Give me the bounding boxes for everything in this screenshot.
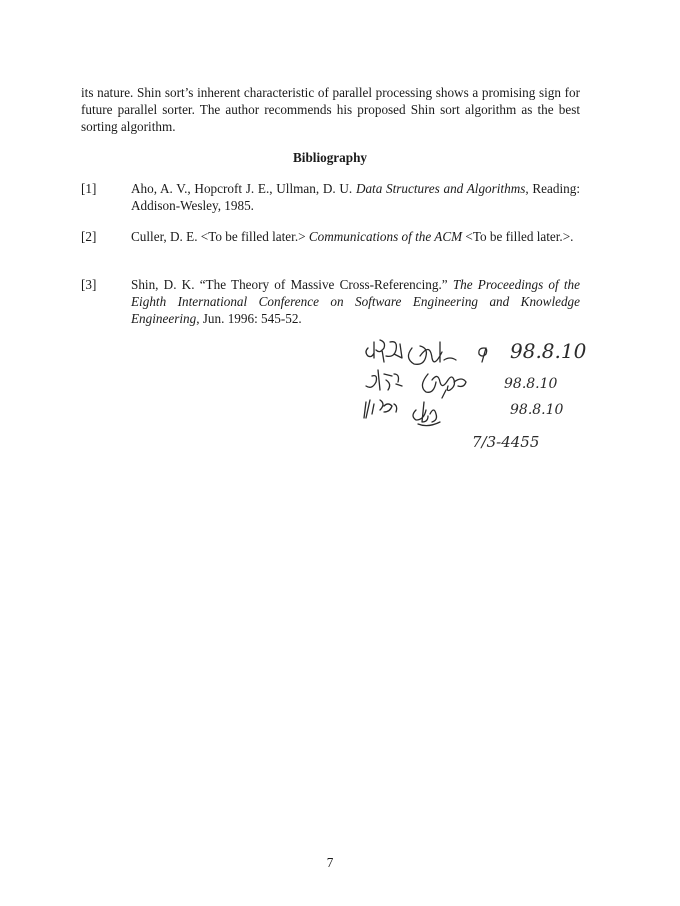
- signature-date-3: 98.8.10: [510, 402, 564, 418]
- reference-details: <To be filled later.>.: [462, 229, 574, 244]
- handwritten-signatures: [360, 330, 600, 460]
- signature-row-4: [472, 433, 539, 451]
- signature-drawing: [360, 330, 600, 460]
- reference-authors: Culler, D. E. <To be filled later.>: [131, 229, 309, 244]
- reference-text: [131, 180, 580, 214]
- signature-phone: 7/3-4455: [472, 433, 540, 451]
- signature-date-2: 98.8.10: [504, 376, 558, 392]
- reference-title: Communications of the ACM: [308, 229, 463, 244]
- reference-authors: Shin, D. K. “The Theory of Massive Cross-Referencing.”: [131, 277, 453, 292]
- signature-row-3: [364, 400, 564, 426]
- reference-details: , Jun. 1996: 545-52.: [196, 311, 302, 326]
- reference-number: [2]: [81, 229, 97, 244]
- reference-title: Data Structures and Algorithms: [355, 181, 526, 196]
- signature-row-1: [366, 339, 587, 364]
- page-number: 7: [326, 855, 334, 870]
- bibliography-heading: Bibliography: [292, 150, 368, 165]
- reference-authors: Aho, A. V., Hopcroft J. E., Ullman, D. U.: [131, 181, 356, 196]
- reference-details: , Reading: Addison-Wesley, 1985.: [131, 181, 580, 213]
- reference-number: [1]: [81, 181, 97, 196]
- reference-text: [131, 228, 580, 245]
- reference-title: The Proceedings of the Eighth International Conference on Software Engineering and Knowledge Engineering: [131, 277, 580, 326]
- reference-number: [3]: [81, 277, 97, 292]
- signature-date-1: 98.8.10: [510, 339, 587, 363]
- body-paragraph: its nature. Shin sort’s inherent characteristic of parallel processing shows a promising sign for future parallel sorter. The author recommends his proposed Shin sort algorithm as the best sorting algorithm.: [81, 85, 580, 134]
- reference-text: [131, 276, 580, 327]
- signature-row-2: [366, 370, 558, 398]
